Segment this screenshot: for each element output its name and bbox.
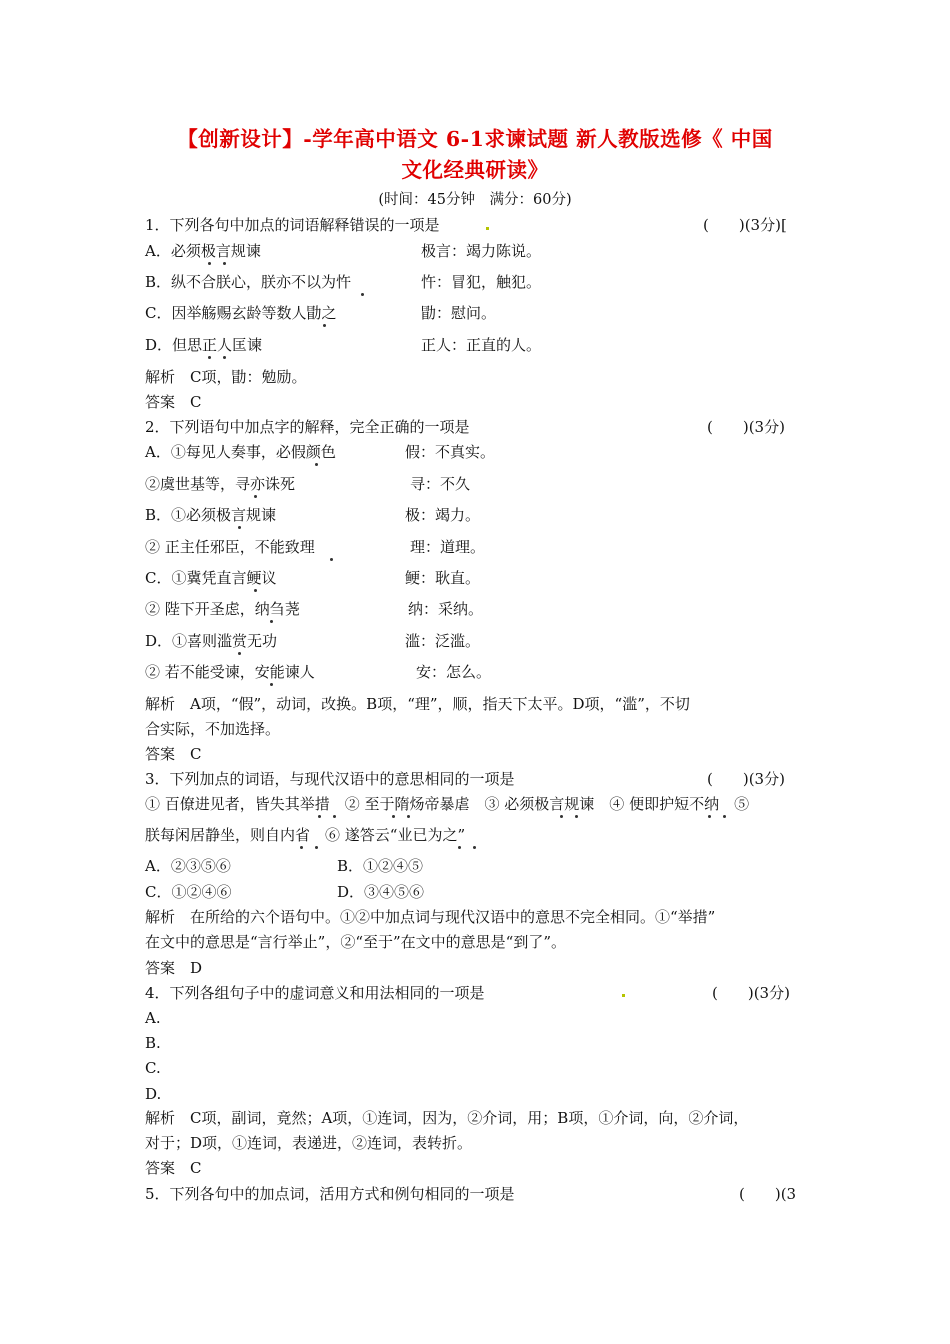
q1-score: ( )(3分)[ [703,216,787,234]
q3-analysis-line2: 在文中的意思是“言行举止”，②“至于”在文中的意思是“到了”。 [145,933,567,951]
q2-option-a1-gloss: 假：不真实。 [405,443,496,461]
q2-option-a2-gloss: 寻：不久 [410,475,471,493]
q1-analysis: 解析 C项，勖：勉励。 [145,368,307,386]
emphasis-dot-icon [315,463,318,466]
time-score-note: (时间：45分钟 满分：60分) [378,192,572,208]
marker-dot-icon [622,994,625,997]
q4-stem: 4．下列各组句子中的虚词意义和用法相同的一项是 [145,984,485,1002]
q1-option-d-gloss: 正人：正直的人。 [421,336,542,354]
q1-option-a: A．必须极言规谏 [145,242,261,260]
q3-analysis-line1: 解析 在所给的六个语句中。①②中加点词与现代汉语中的意思不完全相同。①“举措” [145,908,716,926]
q3-stem: 3．下列加点的词语，与现代汉语中的意思相同的一项是 [145,770,515,788]
emphasis-dot-icon [458,846,461,849]
emphasis-dot-icon [300,846,303,849]
q2-option-a1: A．①每见人奏事，必假颜色 [145,443,336,461]
emphasis-dot-icon [333,815,336,818]
emphasis-dot-icon [330,558,333,561]
q1-option-d: D．但思正人匡谏 [145,336,263,354]
q2-option-b1-gloss: 极：竭力。 [405,506,481,524]
emphasis-dot-icon [254,495,257,498]
emphasis-dot-icon [238,652,241,655]
emphasis-dot-icon [238,526,241,529]
marker-dot-icon [486,227,489,230]
q3-answer: 答案 D [145,959,203,977]
q2-option-c2-gloss: 纳：采纳。 [408,600,484,618]
q2-option-b2-gloss: 理：道理。 [410,538,486,556]
q1-option-b-gloss: 忤：冒犯，触犯。 [421,273,542,291]
q2-answer: 答案 C [145,745,202,763]
emphasis-dot-icon [473,846,476,849]
emphasis-dot-icon [208,262,211,265]
q2-option-b1: B．①必须极言规谏 [145,506,277,524]
q2-analysis-line1: 解析 A项，“假”，动词，改换。B项，“理”，顺，指天下太平。D项，“滥”，不切 [145,695,690,713]
q2-option-c2: ② 陛下开圣虑，纳刍荛 [145,600,300,618]
q3-option-a: A．②③⑤⑥ [145,857,231,875]
q2-option-d2-gloss: 安：怎么。 [416,663,492,681]
emphasis-dot-icon [560,815,563,818]
document-title-line1: 【创新设计】-学年高中语文 6-1求谏试题 新人教版选修《 中国 [177,127,773,151]
q1-option-b: B．纵不合朕心，朕亦不以为忤 [145,273,352,291]
q4-option-c: C. [145,1059,161,1077]
emphasis-dot-icon [318,815,321,818]
q1-option-c-gloss: 勖：慰问。 [421,304,497,322]
q3-sentences-line1: ① 百僚进见者，皆失其举措 ② 至于隋炀帝暴虐 ③ 必须极言规谏 ④ 便即护短不纳 ⑤ [145,795,750,813]
q2-option-c1: C．①冀凭直言鲠议 [145,569,277,587]
q4-option-b: B. [145,1034,161,1052]
q2-option-b2: ② 正主任邪臣，不能致理 [145,538,315,556]
q3-sentences-line2: 朕每闲居静坐，则自内省 ⑥ 遂答云“业已为之” [145,826,466,844]
q3-score: ( )(3分) [707,770,785,788]
q4-analysis-line2: 对于；D项，①连词，表递进，②连词，表转折。 [145,1134,473,1152]
emphasis-dot-icon [323,324,326,327]
q4-option-d: D. [145,1085,162,1103]
emphasis-dot-icon [270,620,273,623]
q1-option-c: C．因举觞赐玄龄等数人勖之 [145,304,337,322]
q2-option-c1-gloss: 鲠：耿直。 [405,569,481,587]
emphasis-dot-icon [575,815,578,818]
q2-option-d1-gloss: 滥：泛滥。 [405,632,481,650]
document-title-line2: 文化经典研读》 [401,158,549,182]
q4-answer: 答案 C [145,1159,202,1177]
q3-option-d: D．③④⑤⑥ [337,883,425,901]
q4-score: ( )(3分) [712,984,790,1002]
q3-option-b: B．①②④⑤ [337,857,424,875]
q2-option-d2: ② 若不能受谏，安能谏人 [145,663,315,681]
q5-stem: 5．下列各句中的加点词，活用方式和例句相同的一项是 [145,1185,515,1203]
q2-score: ( )(3分) [707,418,785,436]
q4-analysis-line1: 解析 C项，副词，竟然；A项，①连词，因为，②介词，用；B项，①介词，向，②介词， [145,1109,749,1127]
emphasis-dot-icon [254,589,257,592]
emphasis-dot-icon [407,815,410,818]
q2-option-a2: ②虞世基等，寻亦诛死 [145,475,296,493]
emphasis-dot-icon [208,356,211,359]
emphasis-dot-icon [270,683,273,686]
q3-option-c: C．①②④⑥ [145,883,232,901]
emphasis-dot-icon [723,815,726,818]
q2-option-d1: D．①喜则滥赏无功 [145,632,278,650]
emphasis-dot-icon [392,815,395,818]
q2-analysis-line2: 合实际，不加选择。 [145,720,281,738]
q1-stem: 1．下列各句中加点的词语解释错误的一项是 [145,216,440,234]
q2-stem: 2．下列语句中加点字的解释，完全正确的一项是 [145,418,470,436]
q4-option-a: A. [145,1009,161,1027]
q5-score: ( )(3 [739,1185,797,1203]
emphasis-dot-icon [315,846,318,849]
emphasis-dot-icon [223,262,226,265]
emphasis-dot-icon [223,356,226,359]
q1-answer: 答案 C [145,393,202,411]
emphasis-dot-icon [361,293,364,296]
emphasis-dot-icon [708,815,711,818]
q1-option-a-gloss: 极言：竭力陈说。 [421,242,542,260]
